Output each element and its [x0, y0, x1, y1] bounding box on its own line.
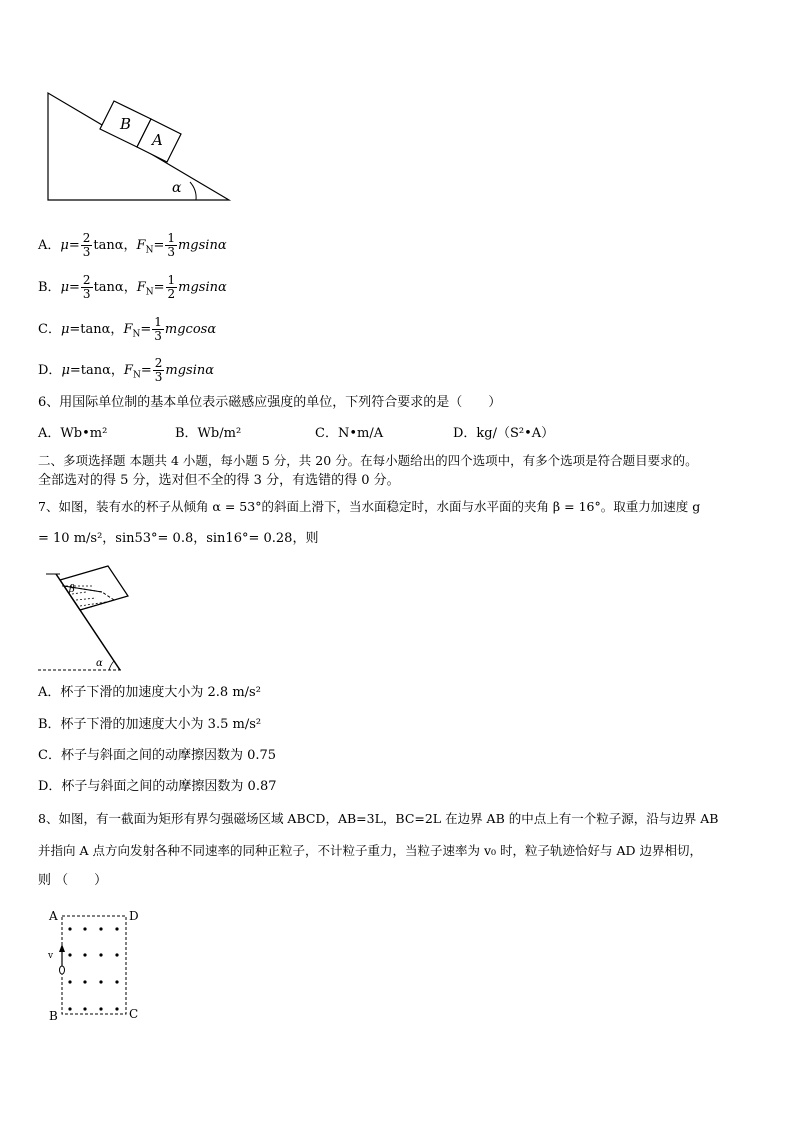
field-boundary	[62, 916, 126, 1014]
q5-option-d: D．μ=tanα，$F_N=$ $\frac{2}{3}$ mgsinα	[38, 356, 215, 384]
section2-line1: 二、多项选择题 本题共 4 小题，每小题 5 分，共 20 分。在每小题给出的四个选项中，有多个选项是符合题目要求的。	[38, 453, 698, 468]
label-alpha: α	[96, 658, 103, 669]
particle-source	[60, 966, 65, 974]
fraction: $\frac{2}{3}$	[82, 273, 91, 301]
q7-option-c: C．杯子与斜面之间的动摩擦因数为 0.75	[38, 748, 277, 763]
q5-option-a: A．μ= $\frac{2}{3}$ tanα，$F_N=$ $\frac{1}{3}$ mgsinα	[38, 231, 227, 259]
section2-line2: 全部选对的得 5 分，选对但不全的得 3 分，有选错的得 0 分。	[38, 473, 400, 488]
q6-option-c: C．N•m/A	[315, 426, 384, 441]
label-alpha: α	[172, 180, 182, 196]
field-dots	[68, 927, 118, 1010]
q7-line2: = 10 m/s²，sin53°= 0.8，sin16°= 0.28，则	[38, 531, 319, 546]
q7-option-d: D．杯子与斜面之间的动摩擦因数为 0.87	[38, 779, 277, 794]
cup-incline-figure	[36, 562, 132, 674]
q6-option-a: A．Wb•m²	[38, 426, 108, 441]
label-b: B	[49, 1009, 58, 1023]
q6-option-b: B．Wb/m²	[175, 426, 242, 441]
label-a: A	[152, 131, 163, 149]
angle-arc	[190, 182, 196, 200]
fraction: $\frac{1}{3}$	[154, 315, 162, 343]
water-hatch	[76, 598, 96, 600]
label-beta: β	[69, 584, 75, 595]
label-d: D	[129, 909, 139, 923]
q8-line3: 则 （ ）	[38, 873, 108, 888]
incline-blocks-figure	[40, 88, 240, 206]
fraction: $\frac{1}{2}$	[167, 273, 176, 301]
q8-line2: 并指向 A 点方向发射各种不同速率的同种正粒子，不计粒子重力，当粒子速率为 v₀ 时，粒子轨迹恰好与 AD 边界相切，	[38, 843, 702, 858]
q8-line1: 8、如图，有一截面为矩形有界匀强磁场区域 ABCD，AB=3L，BC=2L 在边界 AB 的中点上有一个粒子源，沿与边界 AB	[38, 811, 719, 826]
fraction: $\frac{2}{3}$	[154, 356, 163, 384]
fraction: $\frac{2}{3}$	[82, 231, 91, 259]
q5-option-b: B．μ= $\frac{2}{3}$ tanα，$F_N=$ $\frac{1}{2}$ mgsinα	[38, 273, 227, 301]
alpha-arc	[109, 661, 114, 670]
q7-option-b: B．杯子下滑的加速度大小为 3.5 m/s²	[38, 717, 262, 732]
label-v: v	[48, 951, 54, 961]
q5-option-c: C．μ=tanα，$F_N=$ $\frac{1}{3}$ mgcosα	[38, 315, 217, 343]
magnetic-field-figure	[44, 906, 144, 1024]
q7-option-a: A．杯子下滑的加速度大小为 2.8 m/s²	[38, 685, 261, 700]
q7-line1: 7、如图，装有水的杯子从倾角 α = 53°的斜面上滑下，当水面稳定时，水面与水平面的夹角 β = 16°。取重力加速度 g	[38, 499, 701, 514]
fraction: $\frac{1}{3}$	[167, 231, 175, 259]
label-a: A	[49, 909, 58, 923]
q6-option-d: D．kg/（S²•A）	[453, 426, 555, 441]
label-c: C	[129, 1007, 139, 1021]
q6-stem: 6、用国际单位制的基本单位表示磁感应强度的单位，下列符合要求的是（ ）	[38, 395, 502, 410]
arrow-head	[59, 944, 65, 952]
label-b: B	[120, 115, 132, 133]
